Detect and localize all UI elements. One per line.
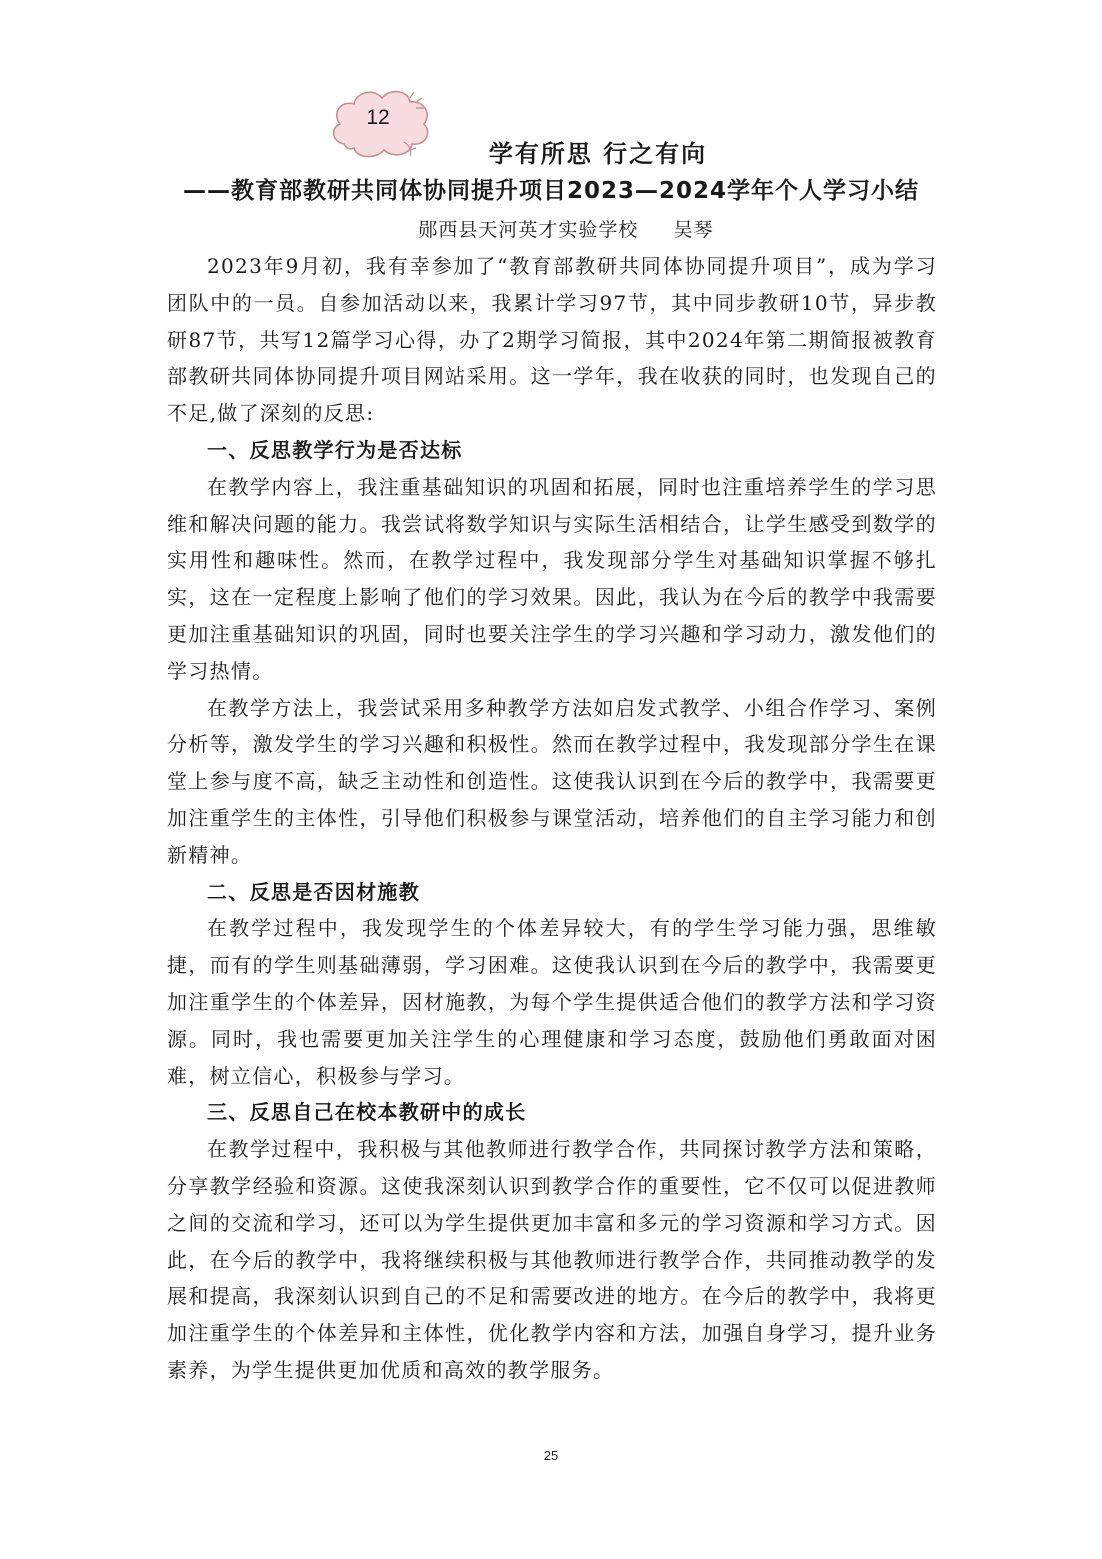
section-1-paragraph-2: 在教学方法上，我尝试采用多种教学方法如启发式教学、小组合作学习、案例分析等，激发学生的学习兴趣和积极性。然而在教学过程中，我发现部分学生在课堂上参与度不高，缺乏主动性和创造性。这使我认识到在今后的教学中，我需要更加注重学生的主体性，引导他们积极参与课堂活动，培养他们的自主学习能力和创新精神。: [167, 695, 937, 867]
section-heading-1: 一、反思教学行为是否达标: [207, 437, 463, 462]
section-number: 12: [366, 106, 390, 129]
page-title: 学有所思 行之有向: [488, 140, 708, 168]
section-1-paragraph-1: 在教学内容上，我注重基础知识的巩固和拓展，同时也注重培养学生的学习思维和解决问题的能力。我尝试将数学知识与实际生活相结合，让学生感受到数学的实用性和趣味性。然而，在教学过程中，我发现部分学生对基础知识掌握不够扎实，这在一定程度上影响了他们的学习效果。因此，我认为在今后的教学中我需要更加注重基础知识的巩固，同时也要关注学生的学习兴趣和学习动力，激发他们的学习热情。: [167, 474, 937, 683]
author-line: 郧西县天河英才实验学校 吴琴: [418, 219, 714, 241]
section-3-paragraph-1: 在教学过程中，我积极与其他教师进行教学合作，共同探讨教学方法和策略，分享教学经验和资源。这使我深刻认识到教学合作的重要性，它不仅可以促进教师之间的交流和学习，还可以为学生提供更加丰富和多元的学习资源和学习方式。因此，在今后的教学中，我将继续积极与其他教师进行教学合作，共同推动教学的发展和提高，我深刻认识到自己的不足和需要改进的地方。在今后的教学中，我将更加注重学生的个体差异和主体性，优化教学内容和方法，加强自身学习，提升业务素养，为学生提供更加优质和高效的教学服务。: [167, 1137, 937, 1382]
section-2-paragraph-1: 在教学过程中，我发现学生的个体差异较大，有的学生学习能力强，思维敏捷，而有的学生则基础薄弱，学习困难。这使我认识到在今后的教学中，我需要更加注重学生的个体差异，因材施教，为每个学生提供适合他们的教学方法和学习资源。同时，我也需要更加关注学生的心理健康和学习态度，鼓励他们勇敢面对困难，树立信心，积极参与学习。: [167, 916, 937, 1088]
article-body: [167, 248, 937, 1389]
section-heading-2: 二、反思是否因材施教: [207, 879, 420, 904]
section-heading-3: 三、反思自己在校本教研中的成长: [207, 1100, 527, 1125]
page-number: 25: [543, 1448, 559, 1463]
intro-paragraph: 2023年9月初，我有幸参加了“教育部教研共同体协同提升项目”，成为学习团队中的一员。自参加活动以来，我累计学习97节，其中同步教研10节，异步教研87节，共写12篇学习心得，办了2期学习简报，其中2024年第二期简报被教育部教研共同体协同提升项目网站采用。这一学年，我在收获的同时，也发现自己的不足,做了深刻的反思:: [167, 254, 937, 426]
page-subtitle: ——教育部教研共同体协同提升项目2023—2024学年个人学习小结: [182, 178, 920, 204]
